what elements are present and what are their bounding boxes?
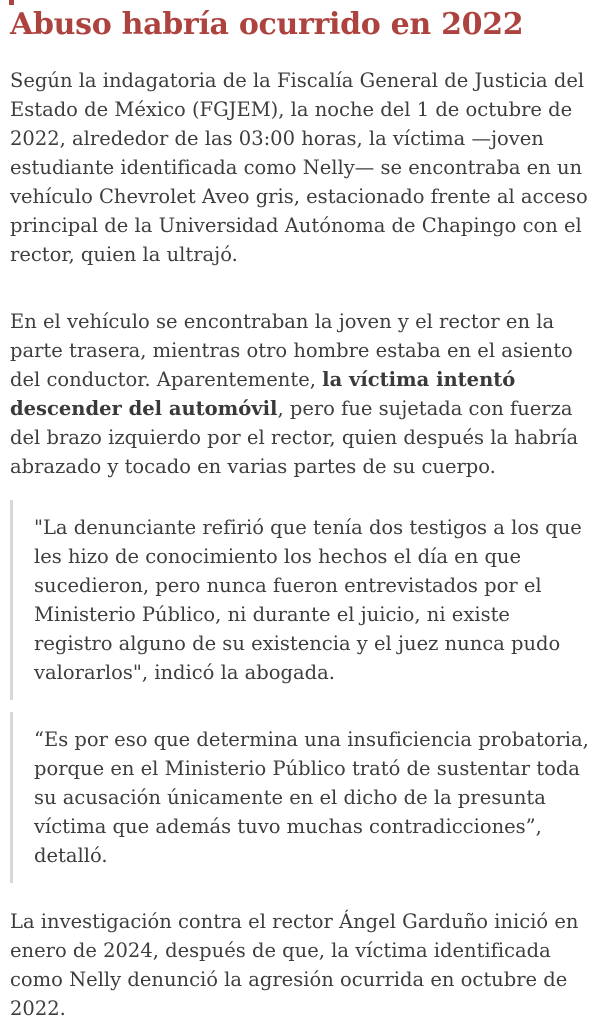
quote-1-text: "La denunciante refirió que tenía dos testigos a los que les hizo de conocimiento los hechos el día en que sucedieron, pero nunca fueron entrevistados por el Ministerio Público, ni durante el juicio, ni existe registro alguno de su existencia y el juez nunca pudo valorarlos", indicó la abogada. bbox=[34, 516, 582, 684]
quote-2-text: “Es por eso que determina una insuficiencia probatoria, porque en el Ministerio Público trató de sustentar toda su acusación únicamente en el dicho de la presunta víctima que además tuvo muchas contradicciones”, detalló. bbox=[34, 728, 589, 867]
paragraph-2-text-before: En el vehículo se encontraban la joven y el rector en la parte trasera, mientras otro hombre estaba en el asiento del conductor. Aparentemente, bbox=[10, 310, 573, 391]
paragraph-2-text-after: , pero fue sujetada con fuerza del brazo izquierdo por el rector, quien después la habría abrazado y tocado en varias partes de su cuerpo. bbox=[10, 397, 579, 478]
quote-block-1 bbox=[10, 500, 604, 700]
paragraph-1: Según la indagatoria de la Fiscalía General de Justicia del Estado de México (FGJEM), la noche del 1 de octubre de 2022, alrededor de las 03:00 horas, la víctima —joven estudiante identificada como Nelly— se encontraba en un vehículo Chevrolet Aveo gris, estacionado frente al acceso principal de la Universidad Autónoma de Chapingo con el rector, quien la ultrajó. bbox=[10, 69, 588, 266]
section-heading: Abuso habría ocurrido en 2022 bbox=[10, 7, 524, 42]
quote-block-2 bbox=[10, 712, 604, 883]
paragraph-3: La investigación contra el rector Ángel Garduño inició en enero de 2024, después de que, la víctima identificada como Nelly denunció la agresión ocurrida en octubre de 2022. bbox=[10, 910, 579, 1020]
clipped-red-text-artifact bbox=[9, 0, 14, 5]
paragraph-2-bold-text: la víctima intentó descender del automóvil bbox=[10, 368, 516, 420]
paragraph-2 bbox=[10, 307, 604, 481]
